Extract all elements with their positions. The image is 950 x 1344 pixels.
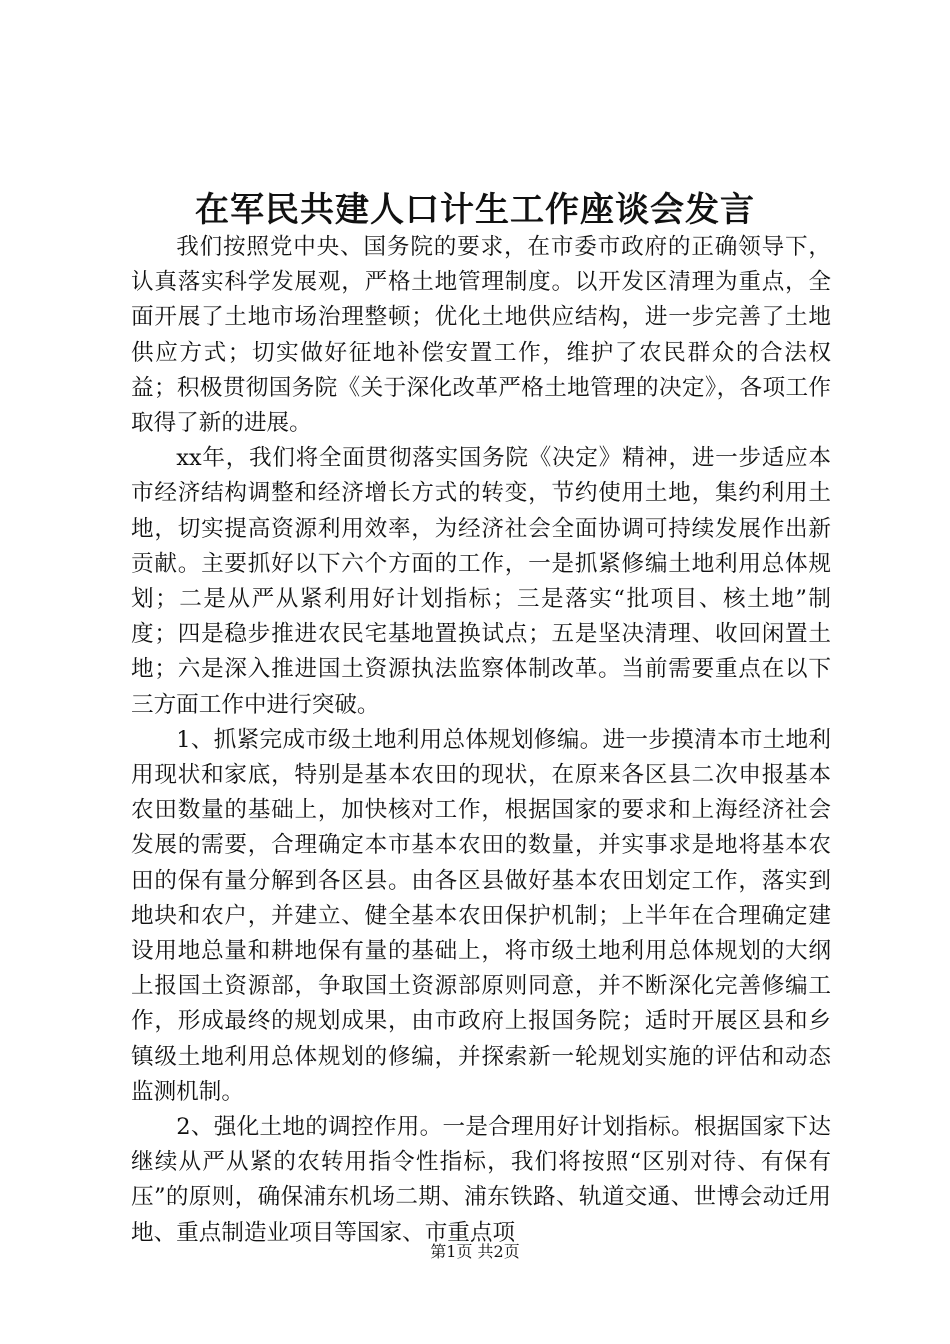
paragraph-1: 我们按照党中央、国务院的要求，在市委市政府的正确领导下，认真落实科学发展观，严格土地管理制度。以开发区清理为重点，全面开展了土地市场治理整顿；优化土地供应结构，进一步完善了土地供应方式；切实做好征地补偿安置工作，维护了农民群众的合法权益；积极贯彻国务院《关于深化改革严格土地管理的决定》，各项工作取得了新的进展。 [131, 234, 831, 437]
paragraph-4: 2、强化土地的调控作用。一是合理用好计划指标。根据国家下达继续从严从紧的农转用指令性指标，我们将按照“区别对待、有保有压”的原则，确保浦东机场二期、浦东铁路、轨道交通、世博会动迁用地、重点制造业项目等国家、市重点项 [131, 1114, 831, 1246]
document-title: 在军民共建人口计生工作座谈会发言 [195, 190, 755, 230]
document-body [131, 230, 831, 1251]
paragraph-2: xx年，我们将全面贯彻落实国务院《决定》精神，进一步适应本市经济结构调整和经济增长方式的转变，节约使用土地，集约利用土地，切实提高资源利用效率，为经济社会全面协调可持续发展作出新贡献。主要抓好以下六个方面的工作，一是抓紧修编土地利用总体规划；二是从严从紧利用好计划指标；三是落实“批项目、核土地”制度；四是稳步推进农民宅基地置换试点；五是坚决清理、收回闲置土地；六是深入推进国土资源执法监察体制改革。当前需要重点在以下三方面工作中进行突破。 [131, 445, 831, 718]
paragraph-3: 1、抓紧完成市级土地利用总体规划修编。进一步摸清本市土地利用现状和家底，特别是基本农田的现状，在原来各区县二次申报基本农田数量的基础上，加快核对工作，根据国家的要求和上海经济社会发展的需要，合理确定本市基本农田的数量，并实事求是地将基本农田的保有量分解到各区县。由各区县做好基本农田划定工作，落实到地块和农户，并建立、健全基本农田保护机制；上半年在合理确定建设用地总量和耕地保有量的基础上，将市级土地利用总体规划的大纲上报国土资源部，争取国土资源部原则同意，并不断深化完善修编工作，形成最终的规划成果，由市政府上报国务院；适时开展区县和乡镇级土地利用总体规划的修编，并探索新一轮规划实施的评估和动态监测机制。 [131, 726, 831, 1105]
page-footer: 第1页 共2页 [430, 1242, 520, 1261]
